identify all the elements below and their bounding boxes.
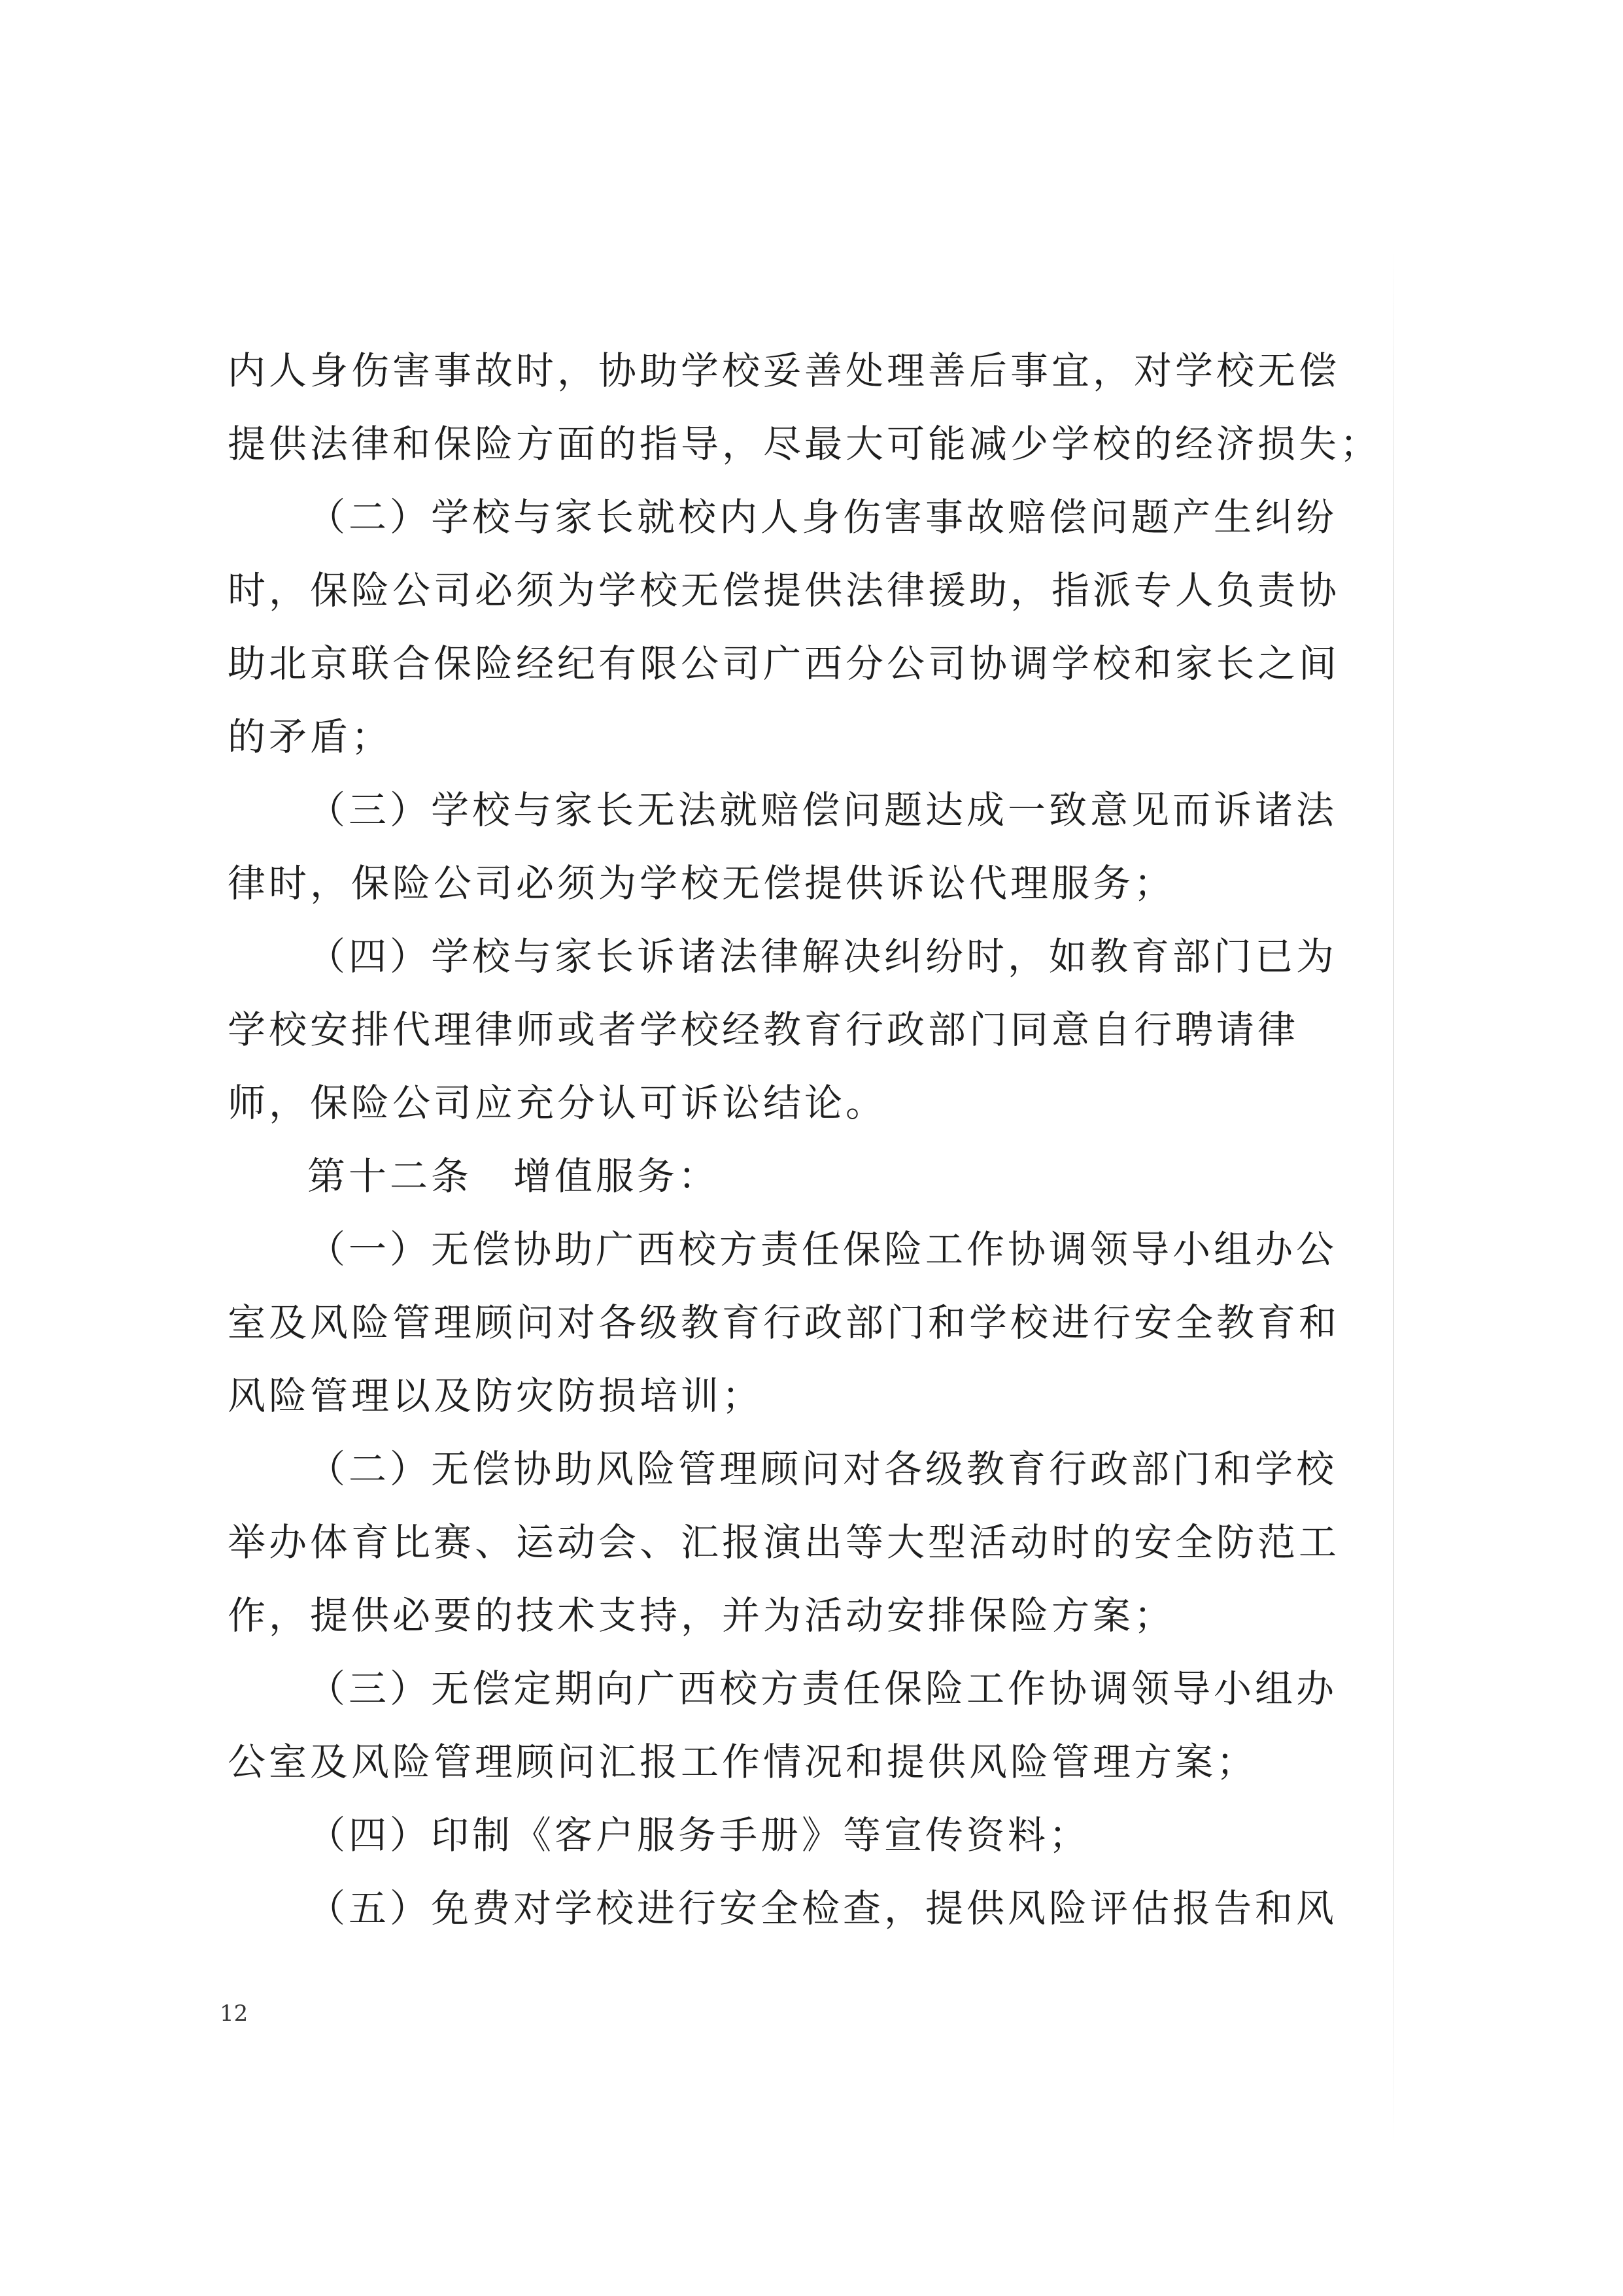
page-number: 12 bbox=[220, 2001, 248, 2027]
text-line: 室及风险管理顾问对各级教育行政部门和学校进行安全教育和 bbox=[228, 1300, 1341, 1345]
text-line: 提供法律和保险方面的指导，尽最大可能减少学校的经济损失； bbox=[228, 422, 1382, 466]
text-line: （二）无偿协助风险管理顾问对各级教育行政部门和学校 bbox=[307, 1447, 1338, 1491]
text-line: （一）无偿协助广西校方责任保险工作协调领导小组办公 bbox=[307, 1227, 1338, 1272]
text-line: 学校安排代理律师或者学校经教育行政部门同意自行聘请律 bbox=[228, 1007, 1299, 1052]
text-line: 助北京联合保险经纪有限公司广西分公司协调学校和家长之间 bbox=[228, 641, 1341, 686]
text-line: 的矛盾； bbox=[228, 715, 393, 759]
text-line: 内人身伤害事故时，协助学校妥善处理善后事宜，对学校无偿 bbox=[228, 348, 1341, 393]
text-line: （三）无偿定期向广西校方责任保险工作协调领导小组办 bbox=[307, 1666, 1338, 1711]
text-line: （三）学校与家长无法就赔偿问题达成一致意见而诉诸法 bbox=[307, 788, 1338, 832]
text-line: （二）学校与家长就校内人身伤害事故赔偿问题产生纠纷 bbox=[307, 495, 1338, 539]
text-line: （四）学校与家长诉诸法律解决纠纷时，如教育部门已为 bbox=[307, 934, 1338, 979]
text-line: 时，保险公司必须为学校无偿提供法律援助，指派专人负责协 bbox=[228, 568, 1341, 613]
text-line: 公室及风险管理顾问汇报工作情况和提供风险管理方案； bbox=[228, 1740, 1258, 1784]
text-line: 风险管理以及防灾防损培训； bbox=[228, 1374, 764, 1418]
text-line: 师，保险公司应充分认可诉讼结论。 bbox=[228, 1081, 887, 1125]
text-line: 律时，保险公司必须为学校无偿提供诉讼代理服务； bbox=[228, 861, 1176, 905]
text-line: （四）印制《客户服务手册》等宣传资料； bbox=[307, 1813, 1091, 1857]
text-line: 作，提供必要的技术支持，并为活动安排保险方案； bbox=[228, 1593, 1176, 1638]
text-line: 举办体育比赛、运动会、汇报演出等大型活动时的安全防范工 bbox=[228, 1520, 1341, 1564]
text-line: （五）免费对学校进行安全检查，提供风险评估报告和风 bbox=[307, 1886, 1338, 1931]
article-heading: 第十二条 增值服务： bbox=[307, 1154, 720, 1198]
